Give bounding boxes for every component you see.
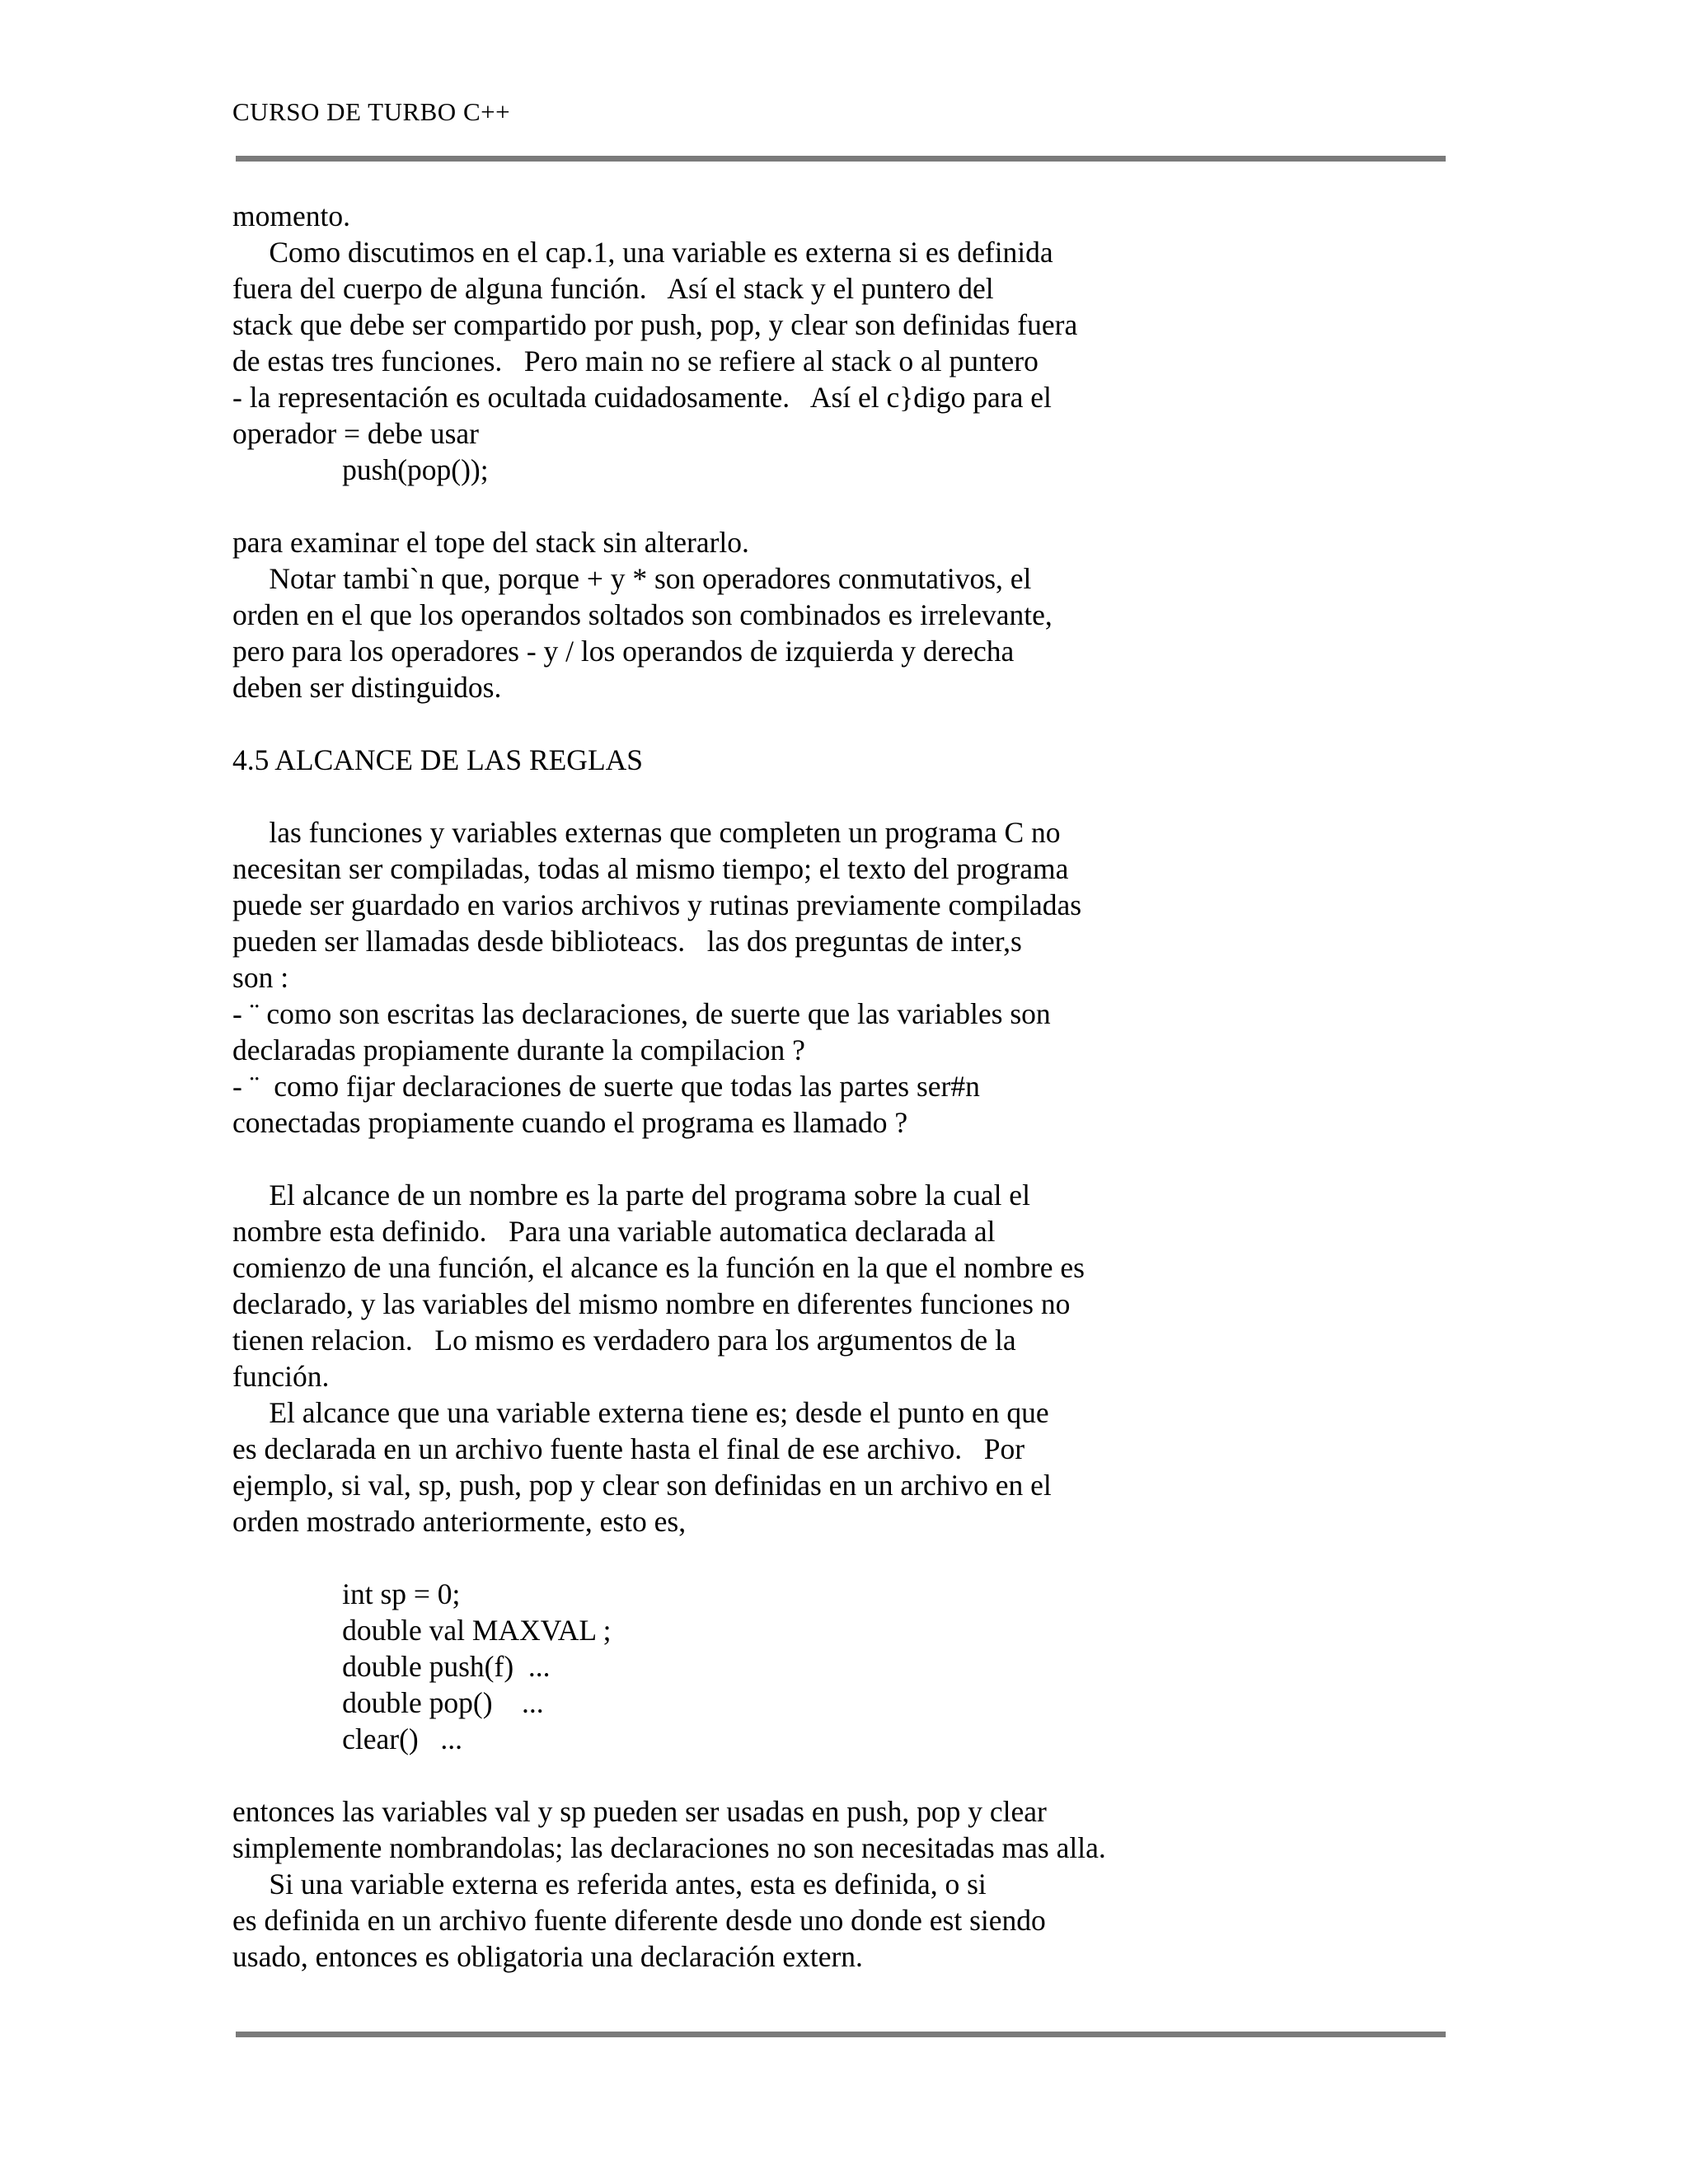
header-divider <box>236 156 1446 162</box>
text-line: de estas tres funciones. Pero main no se refiere al stack o al puntero <box>232 344 1039 377</box>
blank-line <box>232 1540 1469 1576</box>
text-line: orden mostrado anteriormente, esto es, <box>232 1505 687 1538</box>
text-line: deben ser distinguidos. <box>232 671 502 704</box>
document-body <box>232 198 1469 1975</box>
text-line: double pop() ... <box>232 1686 544 1719</box>
page-header: CURSO DE TURBO C++ <box>232 97 511 126</box>
text-line: stack que debe ser compartido por push, pop, y clear son definidas fuera <box>232 308 1078 341</box>
text-line: El alcance que una variable externa tiene es; desde el punto en que <box>232 1396 1049 1429</box>
text-line: son : <box>232 961 289 994</box>
text-line: clear() ... <box>232 1722 462 1755</box>
text-line: - ¨ como fijar declaraciones de suerte que todas las partes ser#n <box>232 1070 980 1103</box>
text-line: función. <box>232 1360 330 1393</box>
text-line: ejemplo, si val, sp, push, pop y clear son definidas en un archivo en el <box>232 1469 1052 1502</box>
blank-line <box>232 1141 1469 1177</box>
text-line: declarado, y las variables del mismo nombre en diferentes funciones no <box>232 1287 1071 1320</box>
text-line: - ¨ como son escritas las declaraciones, de suerte que las variables son <box>232 997 1051 1030</box>
text-line: tienen relacion. Lo mismo es verdadero para los argumentos de la <box>232 1324 1016 1357</box>
blank-line <box>232 705 1469 742</box>
text-line: necesitan ser compiladas, todas al mismo tiempo; el texto del programa <box>232 852 1069 885</box>
blank-line <box>232 488 1469 524</box>
text-line: simplemente nombrandolas; las declaraciones no son necesitadas mas alla. <box>232 1831 1106 1864</box>
text-line: operador = debe usar <box>232 417 479 450</box>
text-line: conectadas propiamente cuando el programa es llamado ? <box>232 1106 908 1139</box>
text-line: double val MAXVAL ; <box>232 1614 612 1647</box>
text-line: double push(f) ... <box>232 1650 551 1683</box>
text-line: 4.5 ALCANCE DE LAS REGLAS <box>232 743 644 776</box>
blank-line <box>232 778 1469 814</box>
text-line: puede ser guardado en varios archivos y rutinas previamente compiladas <box>232 888 1082 921</box>
text-line: pero para los operadores - y / los operandos de izquierda y derecha <box>232 635 1015 668</box>
text-line: entonces las variables val y sp pueden ser usadas en push, pop y clear <box>232 1795 1047 1828</box>
text-line: pueden ser llamadas desde biblioteacs. las dos preguntas de inter,s <box>232 925 1022 958</box>
footer-divider <box>236 2032 1446 2037</box>
text-line: push(pop()); <box>232 453 489 486</box>
text-line: - la representación es ocultada cuidadosamente. Así el c}digo para el <box>232 381 1052 414</box>
text-line: Como discutimos en el cap.1, una variable es externa si es definida <box>232 236 1053 269</box>
text-line: es declarada en un archivo fuente hasta el final de ese archivo. Por <box>232 1432 1025 1465</box>
text-line: orden en el que los operandos soltados son combinados es irrelevante, <box>232 598 1053 631</box>
text-line: momento. <box>232 199 350 232</box>
text-line: usado, entonces es obligatoria una declaración extern. <box>232 1940 863 1973</box>
blank-line <box>232 1757 1469 1793</box>
text-line: nombre esta definido. Para una variable automatica declarada al <box>232 1215 996 1248</box>
text-line: fuera del cuerpo de alguna función. Así el stack y el puntero del <box>232 272 994 305</box>
text-line: las funciones y variables externas que completen un programa C no <box>232 816 1061 849</box>
text-line: El alcance de un nombre es la parte del programa sobre la cual el <box>232 1179 1030 1212</box>
text-line: Notar tambi`n que, porque + y * son operadores conmutativos, el <box>232 562 1032 595</box>
text-line: comienzo de una función, el alcance es la función en la que el nombre es <box>232 1251 1085 1284</box>
text-line: para examinar el tope del stack sin alterarlo. <box>232 526 749 559</box>
text-line: int sp = 0; <box>232 1577 461 1610</box>
text-line: Si una variable externa es referida antes, esta es definida, o si <box>232 1868 987 1900</box>
text-line: es definida en un archivo fuente diferente desde uno donde est siendo <box>232 1904 1046 1937</box>
text-line: declaradas propiamente durante la compilacion ? <box>232 1033 805 1066</box>
